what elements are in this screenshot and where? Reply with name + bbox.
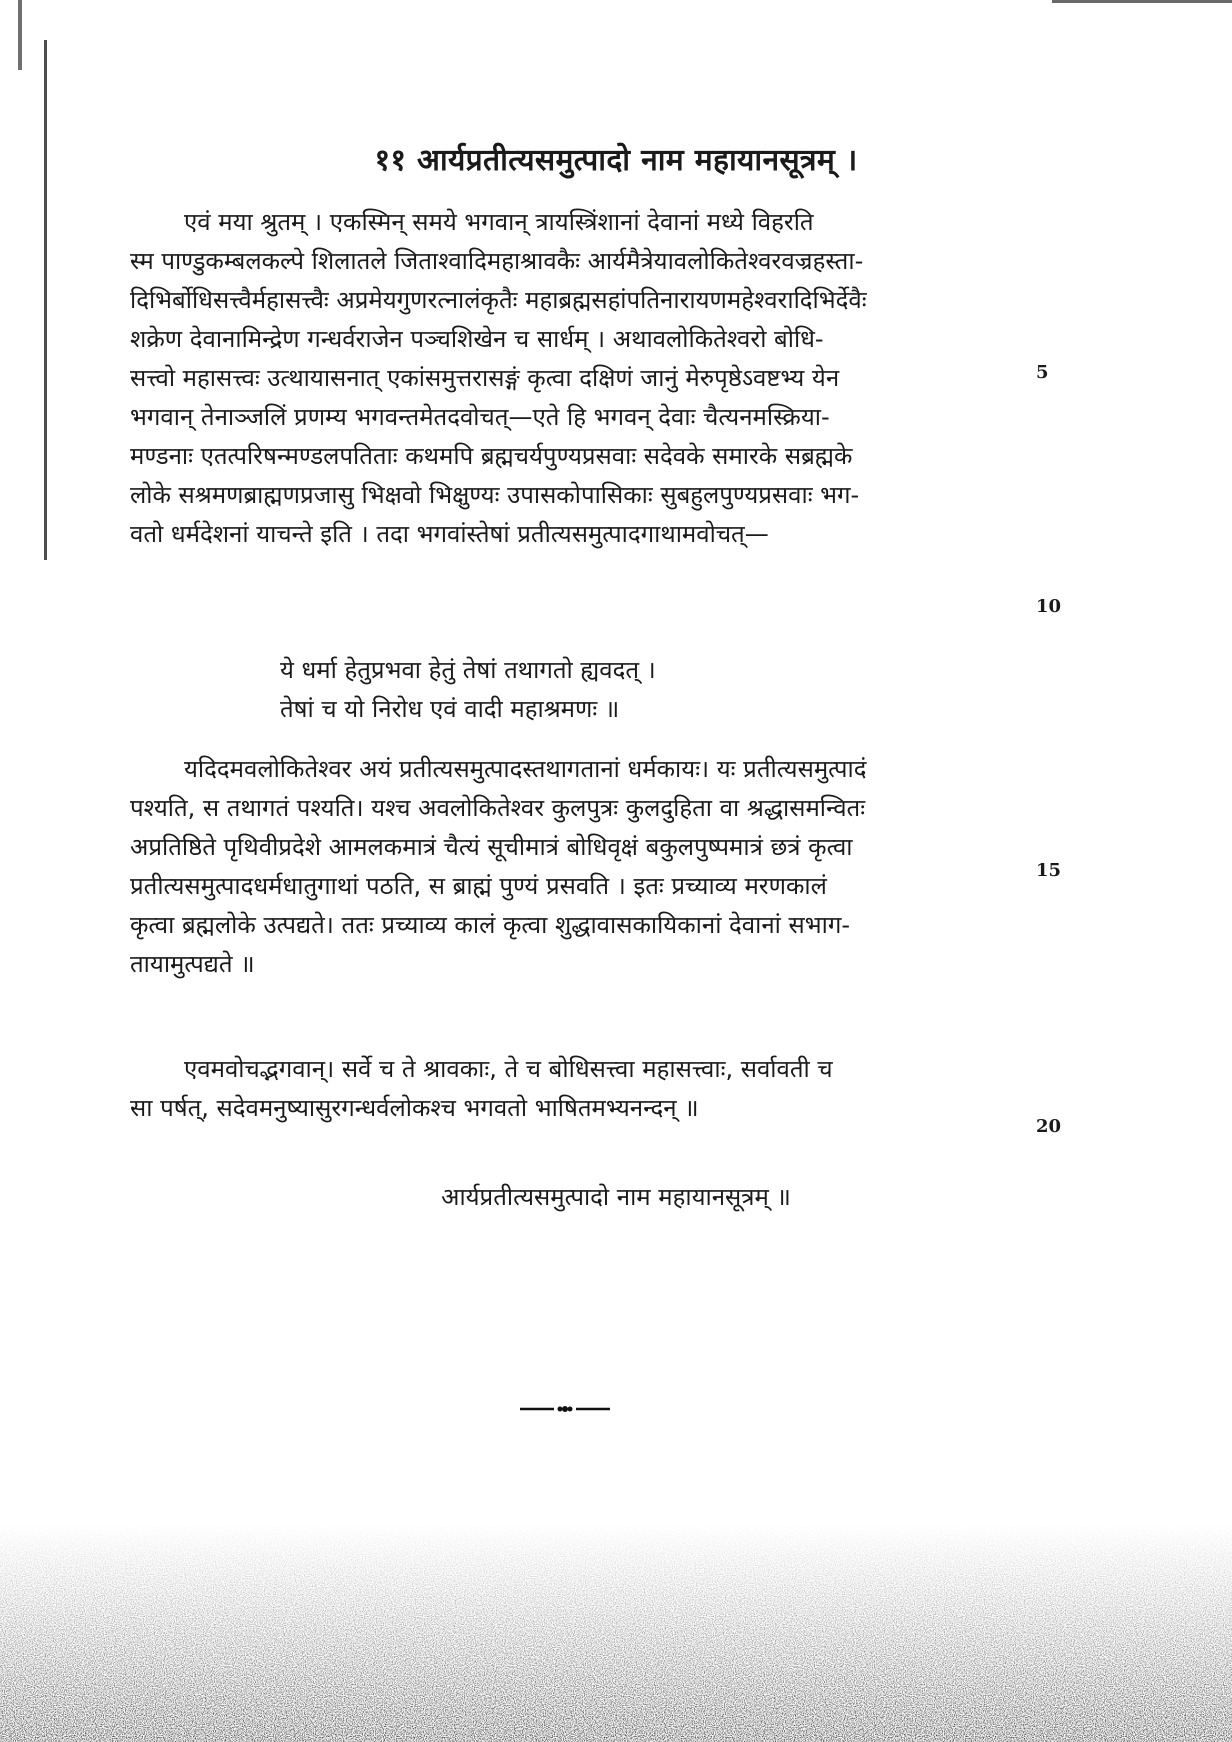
text-line: प्रतीत्यसमुत्पादधर्मधातुगाथां पठति, स ब्राह्मं पुण्यं प्रसवति । इतः प्रच्याव्य मरणकालं — [130, 872, 827, 900]
text-line: एवं मया श्रुतम् । एकस्मिन् समये भगवान् त्रायस्त्रिंशानां देवानां मध्ये विहरति — [184, 208, 814, 236]
text-line: शक्रेण देवानामिन्द्रेण गन्धर्वराजेन पञ्चशिखेन च सार्धम् । अथावलोकितेश्वरो बोधि- — [130, 325, 824, 353]
paragraph-2 — [130, 750, 1040, 984]
text-line: मण्डनाः एतत्परिषन्मण्डलपतिताः कथमपि ब्रह्मचर्यपुण्यप्रसवाः सदेवके समारके सब्रह्मके — [130, 442, 853, 470]
sutra-title: ११ आर्यप्रतीत्यसमुत्पादो नाम महायानसूत्रम् । — [374, 143, 858, 178]
text-line: भगवान् तेनाञ्जलिं प्रणम्य भगवन्तमेतदवोचत्—एते हि भगवन् देवाः चैत्यनमस्क्रिया- — [130, 403, 830, 431]
text-line: कृत्वा ब्रह्मलोके उत्पद्यते। ततः प्रच्याव्य कालं कृत्वा शुद्धावासकायिकानां देवानां सभाग- — [130, 911, 850, 939]
scan-noise — [0, 1522, 1232, 1742]
line-number: 10 — [1036, 596, 1062, 617]
text-line: सा पर्षत्, सदेवमनुष्यासुरगन्धर्वलोकश्च भगवतो भाषितमभ्यनन्दन् ॥ — [130, 1094, 699, 1122]
line-number: 15 — [1036, 860, 1062, 881]
binding-edge-line — [44, 40, 47, 560]
text-line: यदिदमवलोकितेश्वर अयं प्रतीत्यसमुत्पादस्तथागतानां धर्मकायः। यः प्रतीत्यसमुत्पादं — [184, 755, 867, 783]
ornament-divider — [520, 1402, 610, 1416]
paragraph-1 — [130, 203, 1040, 554]
text-line: पश्यति, स तथागतं पश्यति। यश्च अवलोकितेश्वर कुलपुत्रः कुलदुहिता वा श्रद्धासमन्वितः — [130, 794, 866, 822]
text-line: स्म पाण्डुकम्बलकल्पे शिलातले जिताश्वादिमहाश्रावकैः आर्यमैत्रेयावलोकितेश्वरवज्रहस्ता- — [130, 247, 864, 275]
text-line: एवमवोचद्भगवान्। सर्वे च ते श्रावकाः, ते च बोधिसत्त्वा महासत्त्वाः, सर्वावती च — [184, 1055, 833, 1083]
text-line: वतो धर्मदेशनां याचन्ते इति । तदा भगवांस्तेषां प्रतीत्यसमुत्पादगाथामवोचत्— — [130, 520, 769, 548]
line-number: 5 — [1036, 362, 1049, 383]
text-line: अप्रतिष्ठिते पृथिवीप्रदेशे आमलकमात्रं चैत्यं सूचीमात्रं बोधिवृक्षं बकुलपुष्पमात्रं छत्रं कृत्वा — [130, 833, 853, 861]
line-number: 20 — [1036, 1116, 1062, 1137]
paragraph-3 — [130, 1050, 1040, 1128]
text-line: सत्त्वो महासत्त्वः उत्थायासनात् एकांसमुत्तरासङ्गं कृत्वा दक्षिणं जानुं मेरुपृष्ठेऽवष्टभ्य येन — [130, 364, 840, 392]
verse-block — [280, 651, 656, 729]
text-line: लोके सश्रमणब्राह्मणप्रजासु भिक्षवो भिक्षुण्यः उपासकोपासिकाः सुबहुलपुण्यप्रसवाः भग- — [130, 481, 860, 509]
colophon: आर्यप्रतीत्यसमुत्पादो नाम महायानसूत्रम् ॥ — [441, 1183, 791, 1211]
verse-line: तेषां च यो निरोध एवं वादी महाश्रमणः ॥ — [280, 695, 620, 723]
text-line: दिभिर्बोधिसत्त्वैर्महासत्त्वैः अप्रमेयगुणरत्नालंकृतैः महाब्रह्मसहांपतिनारायणमहेश्वरादिभिर्देवैः — [130, 286, 867, 314]
binding-edge-mark — [18, 0, 22, 70]
top-edge-mark — [1052, 0, 1232, 3]
verse-line: ये धर्मा हेतुप्रभवा हेतुं तेषां तथागतो ह्यवदत् । — [280, 656, 656, 684]
text-line: तायामुत्पद्यते ॥ — [130, 950, 255, 978]
